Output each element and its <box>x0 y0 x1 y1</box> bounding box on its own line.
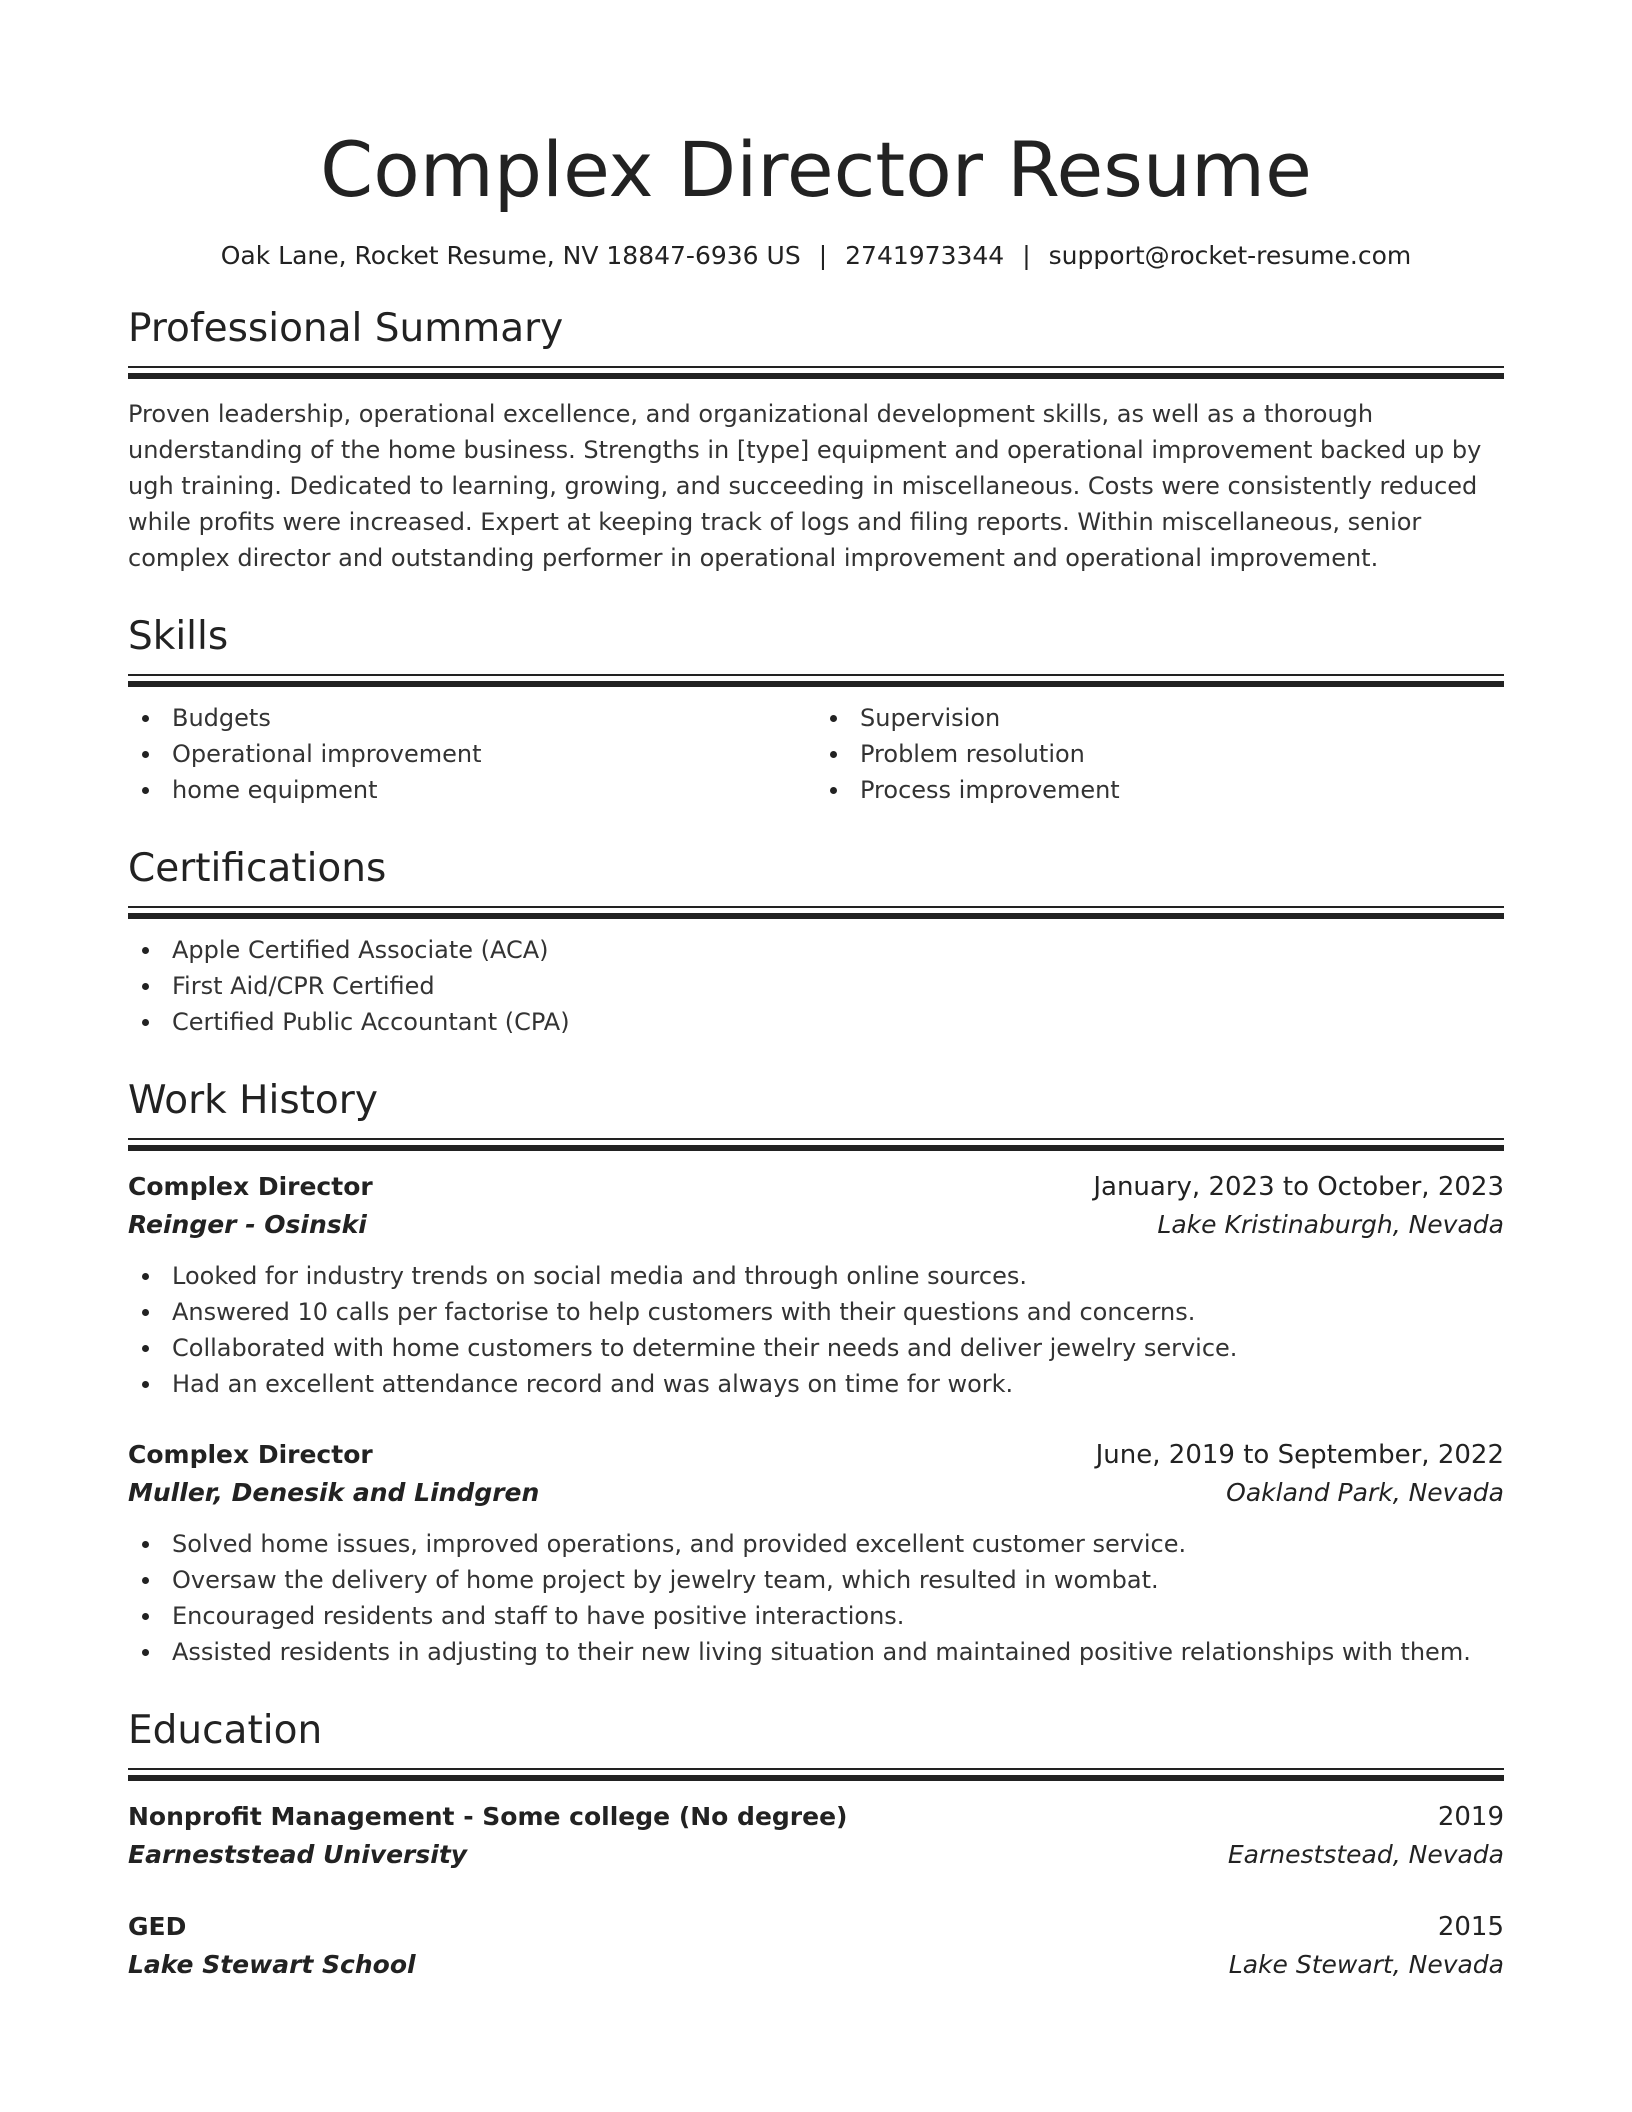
list-item <box>816 772 1504 808</box>
job-duties-list <box>128 1526 1504 1670</box>
education-entry <box>128 1908 1504 1984</box>
job-header-row <box>128 1168 1504 1206</box>
skills-section <box>128 612 1504 808</box>
job-location: Oakland Park, Nevada <box>1226 1478 1504 1507</box>
job-header-row <box>128 1436 1504 1474</box>
summary-section <box>128 304 1504 576</box>
education-year: 2019 <box>1437 1802 1504 1832</box>
list-item <box>128 772 816 808</box>
section-divider <box>128 1768 1504 1778</box>
contact-separator: | <box>818 241 828 270</box>
duty-text: Looked for industry trends on social media and through online sources. <box>172 1262 1027 1290</box>
certification-label: Certified Public Accountant (CPA) <box>172 1008 570 1036</box>
job-company-row <box>128 1474 1504 1512</box>
list-item <box>128 1562 1504 1598</box>
list-item <box>128 1330 1504 1366</box>
bullet-icon <box>830 751 837 758</box>
list-item <box>128 1258 1504 1294</box>
summary-text: Proven leadership, operational excellence, and organizational development skills, as well as a thorough understanding of the home business. Strengths in [type] equipment and operational improvement backed up by ugh training. Dedicated to learning, growing, and succeeding in miscellaneous. Costs were consistently reduced while profits were increased. Expert at keeping track of logs and filing reports. Within miscellaneous, senior complex director and outstanding performer in operational improvement and operational improvement. <box>128 400 1482 572</box>
skills-list-right <box>816 700 1504 808</box>
section-divider <box>128 366 1504 376</box>
bullet-icon <box>142 947 149 954</box>
section-divider <box>128 906 1504 916</box>
bullet-icon <box>142 1019 149 1026</box>
bullet-icon <box>142 1649 149 1656</box>
skill-label: Process improvement <box>860 776 1120 804</box>
education-degree: GED <box>128 1912 187 1941</box>
duty-text: Assisted residents in adjusting to their new living situation and maintained positive relationships with them. <box>172 1638 1471 1666</box>
bullet-icon <box>142 1541 149 1548</box>
job-company: Muller, Denesik and Lindgren <box>128 1478 540 1507</box>
job-duties-list <box>128 1258 1504 1402</box>
list-item <box>816 736 1504 772</box>
bullet-icon <box>142 1577 149 1584</box>
job-company-row <box>128 1206 1504 1244</box>
job-entry <box>128 1436 1504 1670</box>
bullet-icon <box>142 1309 149 1316</box>
duty-text: Encouraged residents and staff to have positive interactions. <box>172 1602 905 1630</box>
list-item <box>128 700 816 736</box>
job-company: Reinger - Osinski <box>128 1210 367 1239</box>
education-year: 2015 <box>1437 1912 1504 1942</box>
list-item <box>128 1634 1504 1670</box>
list-item <box>816 700 1504 736</box>
section-title-summary: Professional Summary <box>128 306 564 351</box>
education-school-row <box>128 1836 1504 1874</box>
job-entry <box>128 1168 1504 1402</box>
skills-list-left <box>128 700 816 808</box>
bullet-icon <box>142 751 149 758</box>
contact-email: support@rocket-resume.com <box>1048 241 1412 270</box>
list-item <box>128 1526 1504 1562</box>
list-item <box>128 1294 1504 1330</box>
section-divider <box>128 674 1504 684</box>
section-title-certifications: Certifications <box>128 846 387 891</box>
bullet-icon <box>142 715 149 722</box>
skill-label: Problem resolution <box>860 740 1085 768</box>
duty-text: Solved home issues, improved operations, and provided excellent customer service. <box>172 1530 1187 1558</box>
duty-text: Had an excellent attendance record and was always on time for work. <box>172 1370 1014 1398</box>
education-school-row <box>128 1946 1504 1984</box>
certification-label: First Aid/CPR Certified <box>172 972 435 1000</box>
bullet-icon <box>142 1345 149 1352</box>
job-title: Complex Director <box>128 1440 373 1469</box>
bullet-icon <box>830 715 837 722</box>
contact-address: Oak Lane, Rocket Resume, NV 18847-6936 US <box>220 241 801 270</box>
section-title-skills: Skills <box>128 614 229 659</box>
section-title-education: Education <box>128 1708 323 1753</box>
job-title: Complex Director <box>128 1172 373 1201</box>
bullet-icon <box>142 1381 149 1388</box>
bullet-icon <box>830 787 837 794</box>
certifications-section <box>128 844 1504 1040</box>
education-section <box>128 1706 1504 1984</box>
education-header-row <box>128 1798 1504 1836</box>
list-item <box>128 1366 1504 1402</box>
skill-label: Supervision <box>860 704 1001 732</box>
education-location: Earneststead, Nevada <box>1227 1840 1504 1869</box>
bullet-icon <box>142 983 149 990</box>
skills-grid <box>128 684 1504 808</box>
resume-title: Complex Director Resume <box>320 125 1312 214</box>
education-school: Earneststead University <box>128 1840 468 1869</box>
bullet-icon <box>142 787 149 794</box>
bullet-icon <box>142 1273 149 1280</box>
education-school: Lake Stewart School <box>128 1950 416 1979</box>
list-item <box>128 736 816 772</box>
duty-text: Collaborated with home customers to determine their needs and deliver jewelry service. <box>172 1334 1238 1362</box>
duty-text: Oversaw the delivery of home project by jewelry team, which resulted in wombat. <box>172 1566 1159 1594</box>
education-location: Lake Stewart, Nevada <box>1228 1950 1504 1979</box>
certifications-list <box>128 932 1504 1040</box>
skill-label: Budgets <box>172 704 271 732</box>
list-item <box>128 932 1504 968</box>
contact-line <box>128 238 1504 274</box>
duty-text: Answered 10 calls per factorise to help customers with their questions and concerns. <box>172 1298 1196 1326</box>
job-location: Lake Kristinaburgh, Nevada <box>1157 1210 1504 1239</box>
education-header-row <box>128 1908 1504 1946</box>
education-degree: Nonprofit Management - Some college (No degree) <box>128 1802 848 1831</box>
list-item <box>128 1004 1504 1040</box>
skill-label: home equipment <box>172 776 378 804</box>
job-dates: January, 2023 to October, 2023 <box>1093 1172 1504 1202</box>
work-history-section <box>128 1076 1504 1670</box>
contact-separator: | <box>1022 241 1031 270</box>
contact-phone: 2741973344 <box>845 241 1005 270</box>
list-item <box>128 968 1504 1004</box>
education-entry <box>128 1798 1504 1874</box>
certification-label: Apple Certified Associate (ACA) <box>172 936 549 964</box>
bullet-icon <box>142 1613 149 1620</box>
section-title-work-history: Work History <box>128 1078 378 1123</box>
list-item <box>128 1598 1504 1634</box>
section-divider <box>128 1138 1504 1148</box>
skill-label: Operational improvement <box>172 740 482 768</box>
job-dates: June, 2019 to September, 2022 <box>1095 1440 1504 1470</box>
